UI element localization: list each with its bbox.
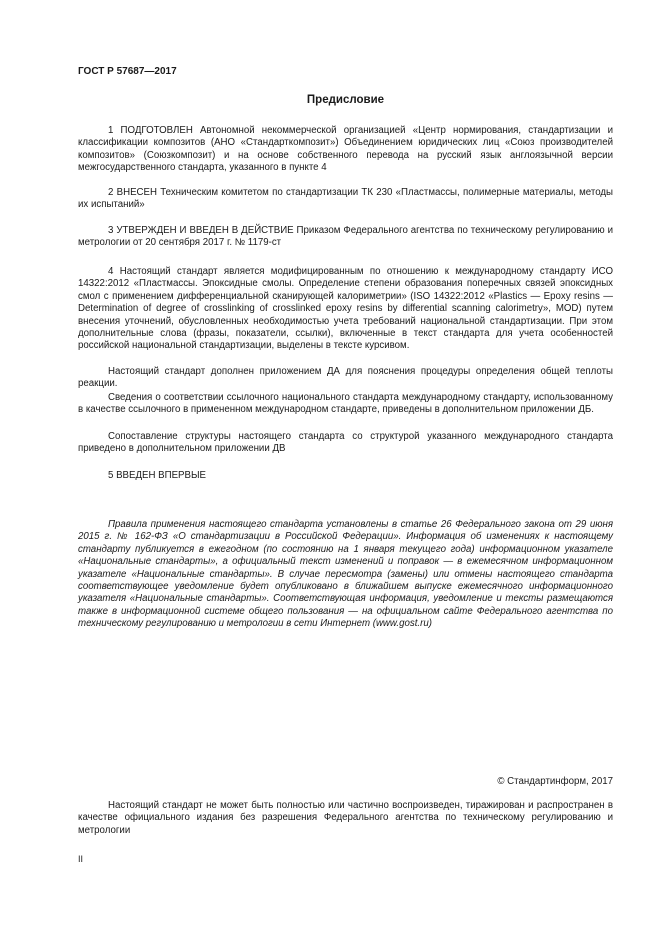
foreword-item-4-annex-da: Настоящий стандарт дополнен приложением ДА для пояснения процедуры определения общей теплоты реакции. [78, 366, 613, 390]
rules-note: Правила применения настоящего стандарта установлены в статье 26 Федерального закона от 29 июня 2015 г. № 162-ФЗ «О стандартизации в Российской Федерации». Информация об изменениях к настоящему стандарту публикуется в ежегодном (по состоянию на 1 января текущего года) информационном указателе «Национальные стандарты», а официальный текст изменений и поправок — в ежемесячном информационном указателе «Национальные стандарты». В случае пересмотра (замены) или отмены настоящего стандарта соответствующее уведомление будет опубликовано в ближайшем выпуске ежемесячного информационного указателя «Национальные стандарты». Соответствующая информация, уведомление и тексты размещаются также в информационной системе общего пользования — на официальном сайте Федерального агентства по техническому регулированию и метрологии в сети Интернет (www.gost.ru) [78, 519, 613, 630]
foreword-item-3: 3 УТВЕРЖДЕН И ВВЕДЕН В ДЕЙСТВИЕ Приказом Федерального агентства по техническому регулированию и метрологии от 20 сентября 2017 г. № 1179-ст [78, 225, 613, 249]
foreword-item-5: 5 ВВЕДЕН ВПЕРВЫЕ [108, 470, 207, 481]
document-code: ГОСТ Р 57687—2017 [78, 66, 177, 77]
foreword-item-2: 2 ВНЕСЕН Техническим комитетом по стандартизации ТК 230 «Пластмассы, полимерные материалы, методы их испытаний» [78, 187, 613, 211]
page-number: II [78, 854, 84, 864]
foreword-item-4-annex-dv: Сопоставление структуры настоящего стандарта со структурой указанного международного стандарта приведено в дополнительном приложении ДВ [78, 431, 613, 455]
foreword-item-4: 4 Настоящий стандарт является модифицированным по отношению к международному стандарту ИСО 14322:2012 «Пластмассы. Эпоксидные смолы. Определение степени образования поперечных связей эпоксидных смол с применением дифференциальной сканирующей калориметрии» (ISO 14322:2012 «Plastics — Epoxy resins — Determination of degree of crosslinking of crosslinked epoxy resins by differential scanning calorimetry», MOD) путем внесения уточнений, обусловленных необходимостью учета требований национальной стандартизации. При этом дополнительные слова (фразы, показатели, ссылки), включенные в текст стандарта для учета особенностей российской национальной стандартизации, выделены в тексте курсивом. [78, 266, 613, 352]
foreword-item-1: 1 ПОДГОТОВЛЕН Автономной некоммерческой организацией «Центр нормирования, стандартизации и классификации композитов (АНО «Стандарткомпозит») Объединением юридических лиц «Союз производителей композитов» (Союзкомпозит) и на основе собственного перевода на русский язык англоязычной версии межгосударственного стандарта, указанного в пункте 4 [78, 125, 613, 174]
document-page [78, 0, 613, 936]
reproduction-note: Настоящий стандарт не может быть полностью или частично воспроизведен, тиражирован и распространен в качестве официального издания без разрешения Федерального агентства по техническому регулированию и метрологии [78, 800, 613, 836]
copyright: © Стандартинформ, 2017 [497, 776, 613, 787]
page-title: Предисловие [306, 94, 385, 106]
foreword-item-4-annex-db: Сведения о соответствии ссылочного национального стандарта международному стандарту, использованному в качестве ссылочного в примененном международном стандарте, приведены в дополнительном приложении ДБ. [78, 392, 613, 416]
